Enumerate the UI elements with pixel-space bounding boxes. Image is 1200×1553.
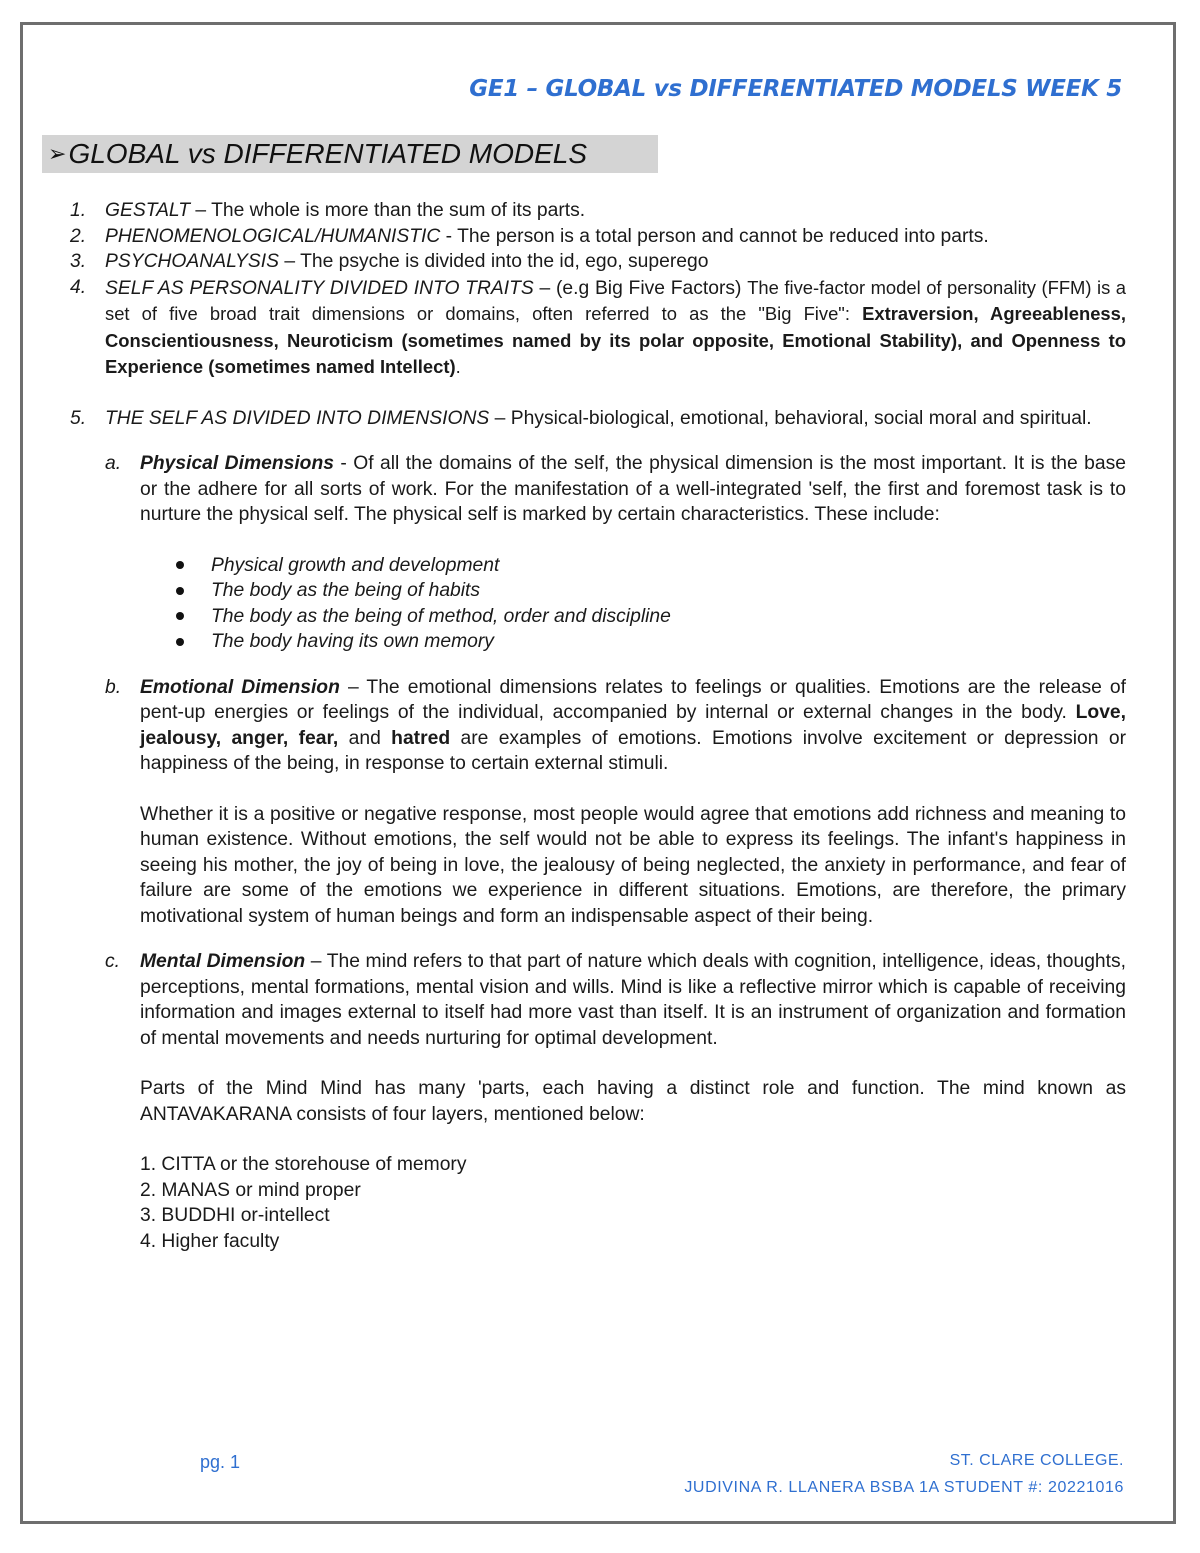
- bullet-icon: [176, 587, 184, 595]
- item-detail: The five-factor model of personality (FFM) is a set of five broad trait dimensions or domains, often referred to as the "Big Five":: [105, 276, 1127, 324]
- item-number: 5.: [70, 407, 87, 429]
- bullet-icon: [176, 612, 184, 620]
- emotional-dimension-heading: Emotional Dimension: [140, 676, 340, 698]
- list-item: 3. BUDDHI or-intellect: [140, 1205, 330, 1226]
- big-five-traits: Extraversion, Agreeableness, Conscientiousness, Neuroticism (sometimes named by its polar opposite, Emotional Stability), and Openness to Experience (sometimes named Intellect): [105, 303, 1126, 377]
- list-item: 2. PHENOMENOLOGICAL/HUMANISTIC - The person is a total person and cannot be reduced into parts.: [70, 224, 1126, 250]
- emotional-paragraph: Whether it is a positive or negative response, most people would agree that emotions add richness and meaning to human existence. Without emotions, the self would not be able to express its feelings. The infant's happiness in seeing his mother, the joy of being in love, the jealousy of being neglected, the anxiety in performance, and fear of failure are some of the emotions we experience in different situations. Emotions, are therefore, the primary motivational system of human beings and form an indispensable aspect of their being.: [140, 803, 1126, 927]
- item-number: 3.: [70, 251, 87, 272]
- item-text: The psyche is divided into the id, ego, superego: [300, 251, 709, 272]
- item-term: PSYCHOANALYSIS: [105, 251, 279, 272]
- item-number: 2.: [70, 225, 87, 247]
- item-text: The person is a total person and cannot be reduced into parts.: [457, 225, 989, 247]
- document-body: [70, 198, 1126, 1254]
- physical-characteristics-list: [140, 553, 1126, 655]
- list-item: 1. CITTA or the storehouse of memory: [140, 1154, 467, 1175]
- list-item: 2. MANAS or mind proper: [140, 1179, 361, 1201]
- item-text: (e.g Big Five Factors): [555, 277, 742, 299]
- footer-school-name: ST. CLARE COLLEGE.: [949, 1452, 1124, 1469]
- physical-dimension-text: - Of all the domains of the self, the physical dimension is the most important. It is the base or the adhere for all sorts of work. For the manifestation of a well-integrated 'self, the first and foremost task is to nurture the physical self. The physical self is marked by certain characteristics. These include:: [140, 453, 1126, 525]
- emotional-dimension-section: b. Emotional Dimension – The emotional dimensions relates to feelings or qualities. Emotions are the release of pent-up energies or feelings of the individual, accompanied by internal or external changes in the body. Love, jealousy, anger, fear, and hatred are examples of emotions. Emotions involve excitement or depression or happiness of the being, in response to certain external stimuli. Whether it is a positive or negative response, most people would agree that emotions add richness and meaning to human existence. Without emotions, the self would not be able to express its feelings. The infant's happiness in seeing his mother, the joy of being in love, the jealousy of being neglected, the anxiety in performance, and fear of failure are some of the emotions we experience in different situations. Emotions, are therefore, the primary motivational system of human beings and form an indispensable aspect of their being.: [105, 675, 1126, 930]
- item-term: THE SELF AS DIVIDED INTO DIMENSIONS: [105, 407, 490, 429]
- list-item: The body having its own memory: [140, 629, 1126, 655]
- item-number: 1.: [70, 200, 87, 221]
- mind-layers-list: [140, 1152, 1126, 1254]
- list-item: Physical growth and development: [140, 553, 1126, 579]
- arrow-bullet-icon: ➢: [48, 141, 67, 166]
- sub-letter: c.: [105, 951, 120, 972]
- section-heading-text: GLOBAL vs DIFFERENTIATED MODELS: [68, 138, 588, 169]
- emotion-example-hatred: hatred: [391, 727, 451, 749]
- list-item: 1. GESTALT – The whole is more than the sum of its parts.: [70, 198, 1126, 224]
- item-term: PHENOMENOLOGICAL/HUMANISTIC: [105, 225, 441, 247]
- item-term: GESTALT: [105, 200, 190, 221]
- mental-dimension-section: c. Mental Dimension – The mind refers to that part of nature which deals with cognition, intelligence, ideas, thoughts, perceptions, mental formations, mental vision and wills. Mind is like a reflective mirror which is capable of receiving information and images external to itself had more vast than itself. It is an instrument of organization and formation of mental movements and needs nurturing for optimal development. Parts of the Mind Mind has many 'parts, each having a distinct role and function. The mind known as ANTAVAKARANA consists of four layers, mentioned below: 1. CITTA or the storehouse of memory 2. MANAS or mind proper 3. BUDDHI or-intellect 4. Higher faculty: [105, 949, 1126, 1254]
- item-text: The whole is more than the sum of its parts.: [211, 200, 586, 221]
- sub-letter: a.: [105, 453, 122, 474]
- mind-parts-paragraph: Parts of the Mind Mind has many 'parts, each having a distinct role and function. The mind known as ANTAVAKARANA consists of four layers, mentioned below:: [140, 1078, 1126, 1125]
- item-term: SELF AS PERSONALITY DIVIDED INTO TRAITS: [105, 277, 534, 299]
- item-text: Physical-biological, emotional, behavioral, social moral and spiritual.: [510, 407, 1092, 429]
- section-heading: [42, 135, 658, 173]
- physical-dimension-heading: Physical Dimensions: [140, 453, 334, 474]
- bullet-icon: [176, 561, 184, 569]
- mental-dimension-heading: Mental Dimension: [140, 951, 306, 972]
- footer-student-info: JUDIVINA R. LLANERA BSBA 1A STUDENT #: 20221016: [684, 1479, 1124, 1496]
- list-item: 5. THE SELF AS DIVIDED INTO DIMENSIONS – Physical-biological, emotional, behavioral, social moral and spiritual.: [70, 406, 1126, 432]
- list-item: The body as the being of method, order and discipline: [140, 604, 1126, 630]
- list-item: The body as the being of habits: [140, 578, 1126, 604]
- bullet-icon: [176, 638, 184, 646]
- item-number: 4.: [70, 276, 87, 298]
- list-item: 4. SELF AS PERSONALITY DIVIDED INTO TRAITS – (e.g Big Five Factors) The five-factor model of personality (FFM) is a set of five broad trait dimensions or domains, often referred to as the "Big Five": Extraversion, Agreeableness, Conscientiousness, Neuroticism (sometimes named by its polar opposite, Emotional Stability), and Openness to Experience (sometimes named Intellect).: [70, 275, 1126, 381]
- document-title: GE1 – GLOBAL vs DIFFERENTIATED MODELS WEEK 5: [469, 76, 1122, 102]
- list-item: 4. Higher faculty: [140, 1230, 280, 1252]
- emotion-examples: Love, jealousy, anger, fear,: [140, 702, 1126, 749]
- physical-dimension-section: [105, 451, 1126, 655]
- sub-letter: b.: [105, 676, 122, 698]
- page-number: pg. 1: [200, 1452, 241, 1472]
- list-item: 3. PSYCHOANALYSIS – The psyche is divided into the id, ego, superego: [70, 249, 1126, 275]
